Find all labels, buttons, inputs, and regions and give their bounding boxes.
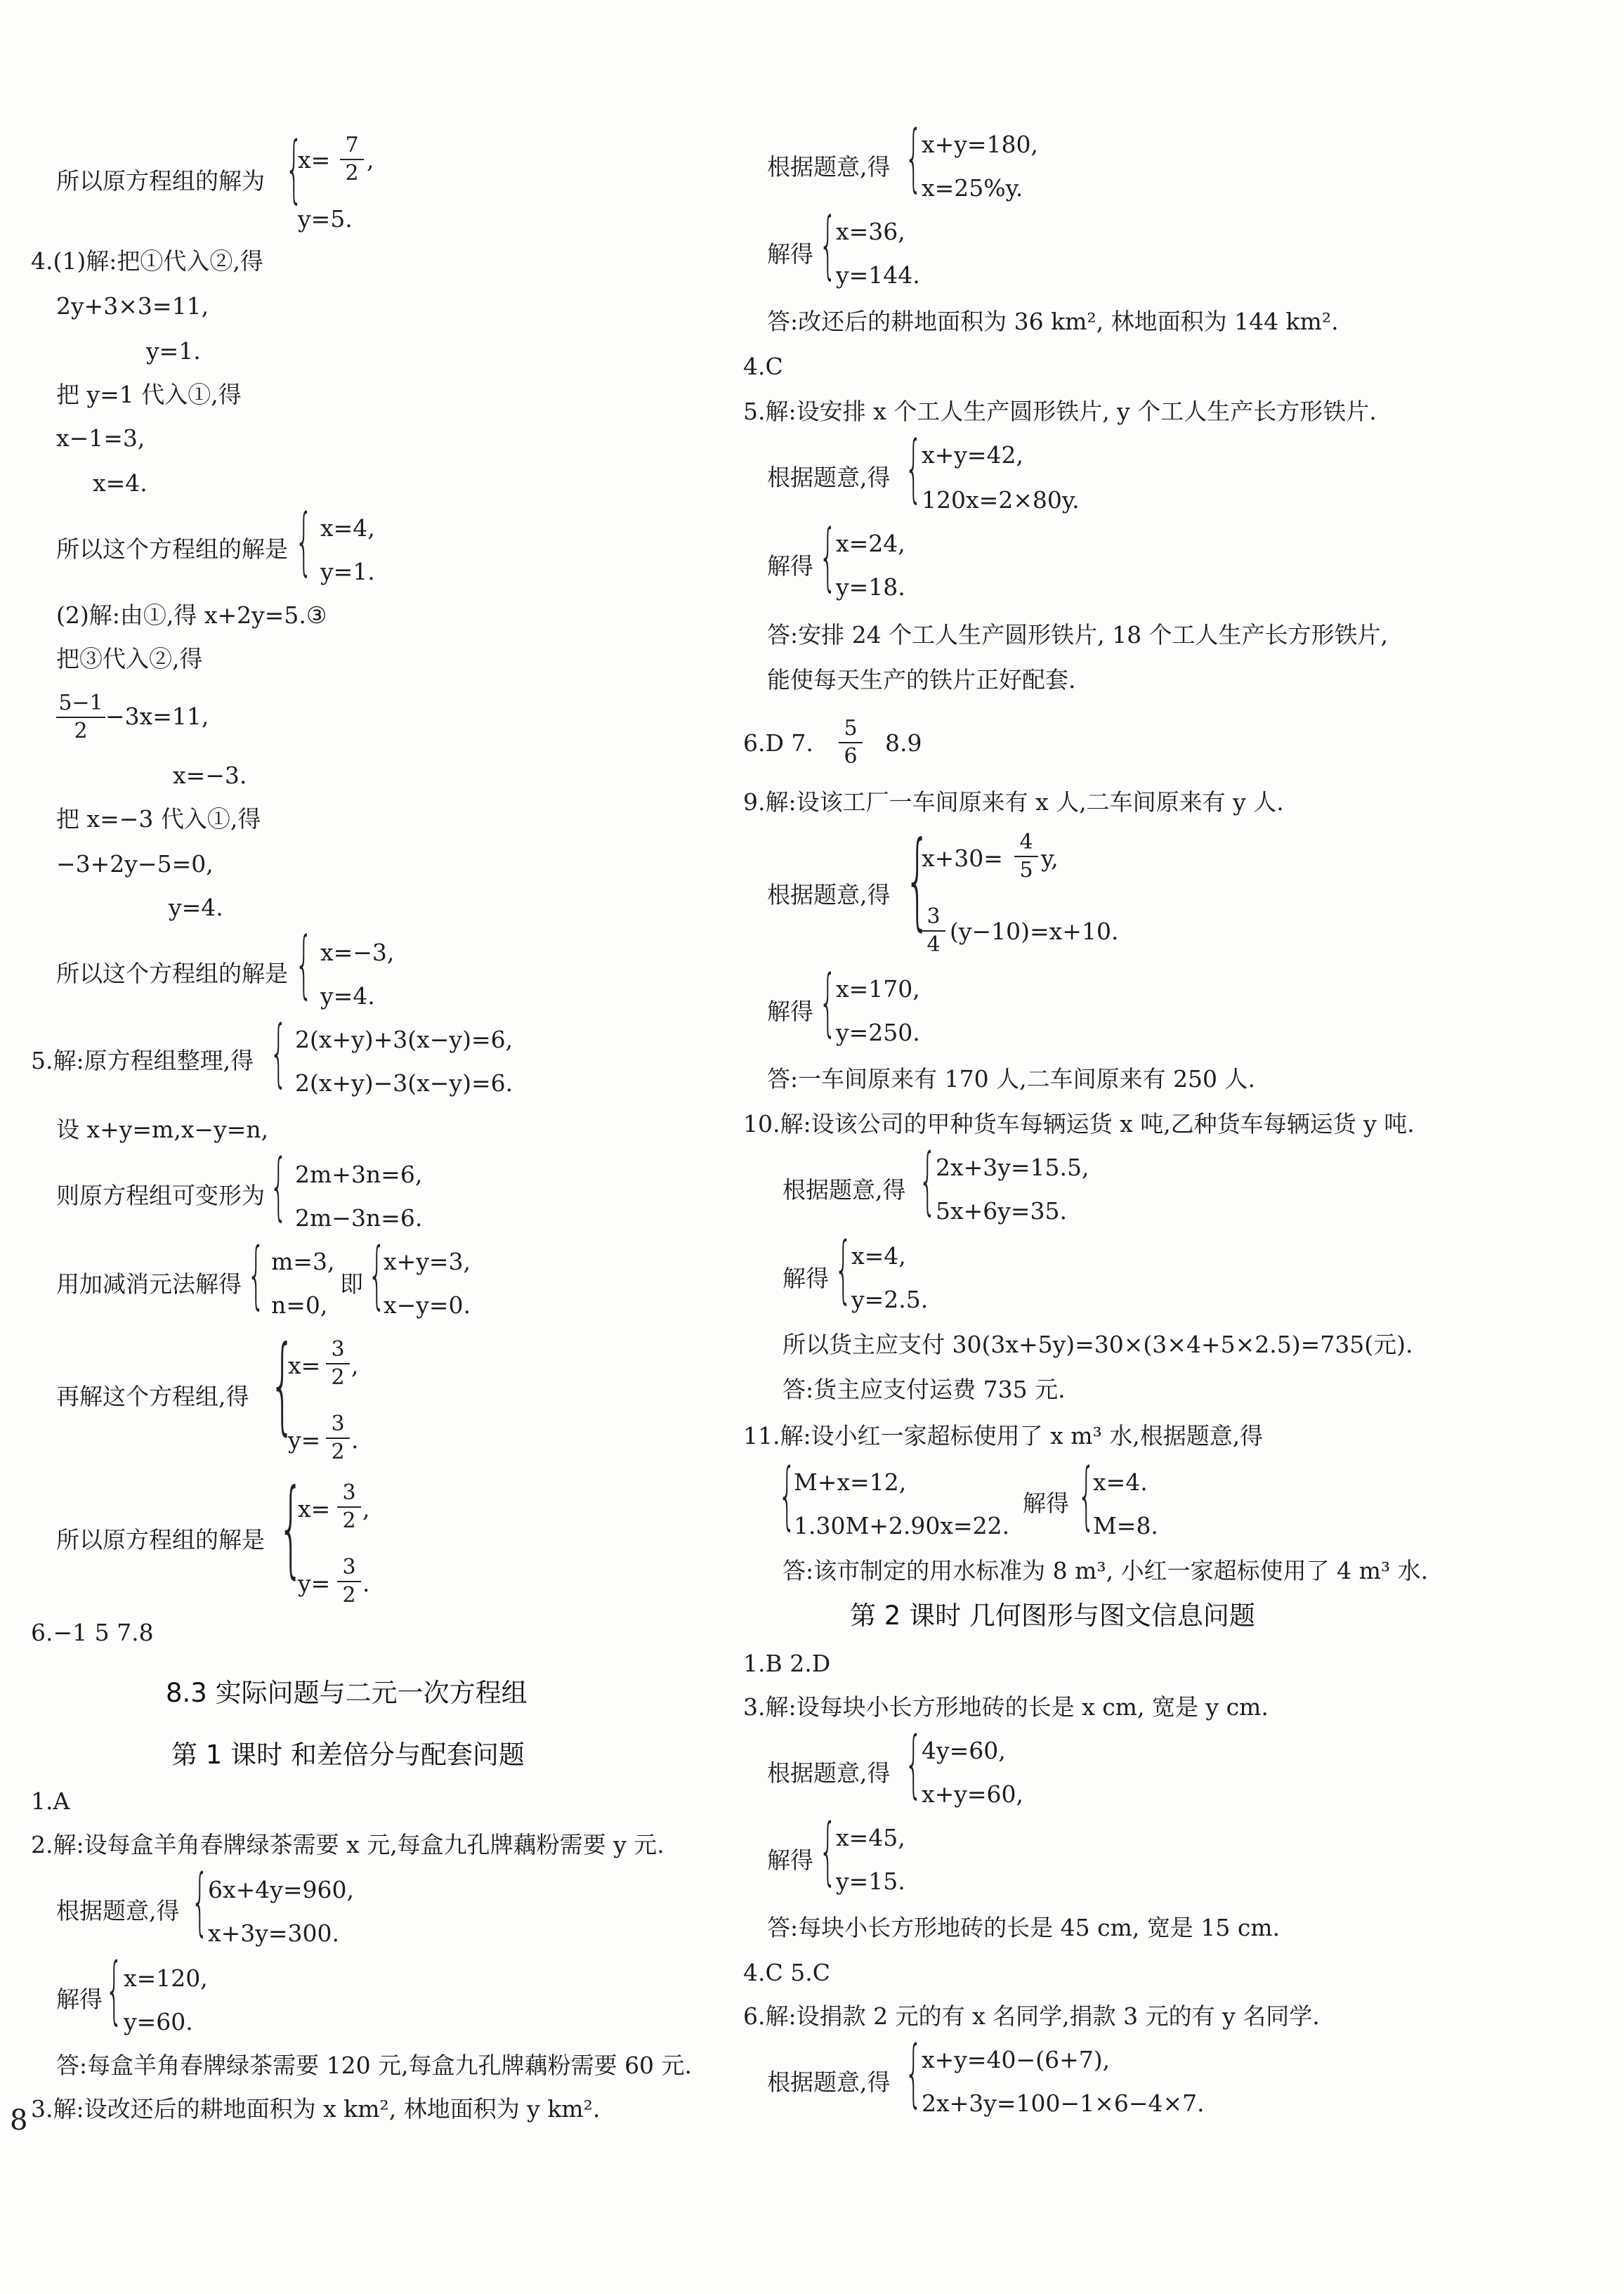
period: . bbox=[351, 1426, 359, 1454]
equation: x−1=3, bbox=[56, 424, 145, 452]
period: . bbox=[362, 1570, 370, 1597]
fraction: 5−1 2 bbox=[56, 691, 105, 743]
text-line: 根据题意,得 bbox=[56, 1897, 180, 1924]
equation: 2(x+y)+3(x−y)=6, bbox=[295, 1026, 513, 1053]
text-line: 解得 bbox=[767, 1846, 813, 1874]
comma: , bbox=[351, 1352, 359, 1379]
text-line: 所以这个方程组的解是 bbox=[56, 535, 288, 563]
text-line: 根据题意,得 bbox=[767, 1759, 891, 1787]
answer-line: 答:货主应支付运费 735 元. bbox=[782, 1376, 1066, 1403]
answer-line: 答:改还后的耕地面积为 36 km², 林地面积为 144 km². bbox=[767, 308, 1339, 335]
equation: 120x=2×80y. bbox=[922, 486, 1080, 514]
brace: { bbox=[295, 921, 313, 1007]
brace: { bbox=[905, 115, 923, 200]
text-line: 根据题意,得 bbox=[782, 1176, 906, 1204]
equation: x+y=40−(6+7), bbox=[922, 2046, 1111, 2073]
equation: x+y=42, bbox=[922, 441, 1024, 469]
answer-1: 1.A bbox=[31, 1787, 70, 1815]
equation: y=144. bbox=[836, 261, 920, 289]
problem-5: 5.解:设安排 x 个工人生产圆形铁片, y 个工人生产长方形铁片. bbox=[743, 398, 1377, 425]
text-line: 再解这个方程组,得 bbox=[56, 1383, 249, 1410]
equation: 4y=60, bbox=[922, 1737, 1006, 1764]
equation: 1.30M+2.90x=22. bbox=[794, 1512, 1010, 1539]
equation: x= bbox=[298, 146, 331, 174]
brace: { bbox=[905, 1721, 923, 1806]
equation: 5x+6y=35. bbox=[936, 1197, 1068, 1225]
comma: , bbox=[367, 146, 374, 174]
text-line: 根据题意,得 bbox=[767, 2068, 891, 2096]
brace: { bbox=[905, 2030, 923, 2116]
brace: { bbox=[368, 1232, 386, 1317]
equation: 2x+3y=100−1×6−4×7. bbox=[922, 2090, 1205, 2117]
brace: { bbox=[1078, 1452, 1096, 1538]
equation: x−y=0. bbox=[384, 1291, 471, 1319]
lesson-heading: 第 2 课时 几何图形与图文信息问题 bbox=[850, 1601, 1255, 1631]
fraction: 3 2 bbox=[326, 1338, 350, 1390]
equation: y=2.5. bbox=[851, 1286, 929, 1313]
answers-6-7: 6.−1 5 7.8 bbox=[31, 1619, 154, 1646]
equation: y=1. bbox=[320, 558, 375, 585]
text-line: 所以原方程组的解是 bbox=[56, 1526, 265, 1553]
equation: x=25%y. bbox=[922, 174, 1023, 202]
problem-11: 11.解:设小红一家超标使用了 x m³ 水,根据题意,得 bbox=[743, 1422, 1264, 1449]
equation: n=0, bbox=[271, 1291, 328, 1319]
equation: 6x+4y=960, bbox=[208, 1876, 355, 1903]
equation: 2m+3n=6, bbox=[295, 1161, 423, 1188]
brace: { bbox=[295, 498, 313, 584]
equation: x=−3, bbox=[320, 939, 395, 966]
text-line: 所以货主应支付 30(3x+5y)=30×(3×4+5×2.5)=735(元). bbox=[782, 1331, 1413, 1358]
equation: y=4. bbox=[320, 982, 375, 1010]
text-line: 把 y=1 代入①,得 bbox=[56, 381, 242, 408]
equation: 2x+3y=15.5, bbox=[936, 1154, 1089, 1181]
lesson-heading: 第 1 课时 和差倍分与配套问题 bbox=[171, 1740, 525, 1770]
brace: { bbox=[270, 1143, 288, 1229]
fraction: 3 2 bbox=[337, 1556, 361, 1608]
brace: { bbox=[905, 819, 931, 941]
equation: 2(x+y)−3(x−y)=6. bbox=[295, 1069, 513, 1097]
brace: { bbox=[834, 1226, 853, 1312]
equation: x+30= bbox=[922, 845, 1003, 872]
answer-line: 答:每块小长方形地砖的长是 45 cm, 宽是 15 cm. bbox=[767, 1914, 1281, 1941]
text-line: 根据题意,得 bbox=[767, 153, 891, 181]
brace: { bbox=[270, 1010, 288, 1095]
equation: (y−10)=x+10. bbox=[950, 918, 1119, 945]
equation: y=15. bbox=[836, 1868, 905, 1895]
equation: y=60. bbox=[124, 2008, 193, 2035]
brace: { bbox=[919, 1138, 937, 1223]
fraction: 7 2 bbox=[340, 133, 364, 185]
equation: y=18. bbox=[836, 573, 905, 601]
brace: { bbox=[191, 1858, 209, 1944]
answers-1-2: 1.B 2.D bbox=[743, 1650, 831, 1677]
text-line: 解得 bbox=[767, 240, 813, 268]
equation: x=4. bbox=[93, 469, 148, 497]
equation: 2m−3n=6. bbox=[295, 1204, 423, 1232]
equation: −3+2y−5=0, bbox=[56, 850, 214, 878]
fraction: 3 2 bbox=[337, 1481, 361, 1533]
right-column bbox=[738, 0, 1624, 2294]
equation: y=250. bbox=[836, 1019, 920, 1046]
brace: { bbox=[819, 1808, 837, 1894]
equation: −3x=11, bbox=[105, 703, 209, 730]
brace: { bbox=[247, 1232, 266, 1317]
brace: { bbox=[285, 126, 303, 211]
text-line: 所以原方程组的解为 bbox=[56, 167, 265, 195]
text-line: 解得 bbox=[56, 1986, 103, 2013]
equation: y=1. bbox=[146, 337, 201, 365]
problem-5: 5.解:原方程组整理,得 bbox=[31, 1047, 254, 1074]
section-heading: 8.3 实际问题与二元一次方程组 bbox=[166, 1678, 528, 1708]
problem-3: 3.解:设改还后的耕地面积为 x km², 林地面积为 y km². bbox=[31, 2095, 601, 2123]
brace: { bbox=[905, 425, 923, 511]
equation: x=4. bbox=[1093, 1468, 1148, 1496]
answer-8: 8.9 bbox=[885, 729, 922, 757]
text-line: 把③代入②,得 bbox=[56, 645, 203, 672]
equation: 2y+3×3=11, bbox=[56, 292, 209, 320]
equation: x=4, bbox=[320, 514, 375, 542]
answer-line: 答:该市制定的用水标准为 8 m³, 小红一家超标使用了 4 m³ 水. bbox=[782, 1557, 1429, 1584]
text-line: 用加减消元法解得 bbox=[56, 1270, 242, 1298]
equation: x= bbox=[288, 1352, 321, 1379]
page-number: 8 bbox=[10, 2104, 28, 2137]
brace: { bbox=[778, 1452, 797, 1538]
text-line: 解得 bbox=[767, 998, 813, 1025]
equation: M+x=12, bbox=[794, 1468, 907, 1496]
text-line: 解得 bbox=[767, 552, 813, 580]
text-line: 根据题意,得 bbox=[767, 881, 891, 908]
fraction: 3 2 bbox=[326, 1412, 350, 1464]
problem-4: 4.(1)解:把①代入②,得 bbox=[31, 247, 263, 275]
equation: y=5. bbox=[298, 205, 353, 233]
comma: , bbox=[362, 1495, 370, 1523]
equation: x=120, bbox=[124, 1964, 208, 1992]
equation: x=4, bbox=[851, 1242, 906, 1270]
answer-line: 答:一车间原来有 170 人,二车间原来有 250 人. bbox=[767, 1065, 1256, 1093]
equation: x+y=180, bbox=[922, 131, 1039, 158]
brace: { bbox=[270, 1324, 296, 1446]
text-line: 解得 bbox=[782, 1265, 829, 1292]
answer-4: 4.C bbox=[743, 353, 783, 380]
text-line: 根据题意,得 bbox=[767, 464, 891, 491]
problem-3: 3.解:设每块小长方形地砖的长是 x cm, 宽是 y cm. bbox=[743, 1693, 1269, 1721]
text-line: 设 x+y=m,x−y=n, bbox=[56, 1116, 269, 1143]
answers-4-5: 4.C 5.C bbox=[743, 1959, 830, 1986]
brace: { bbox=[278, 1467, 304, 1589]
text-line: 把 x=−3 代入①,得 bbox=[56, 805, 261, 833]
equation: y=4. bbox=[169, 894, 223, 921]
text-line: 则原方程组可变形为 bbox=[56, 1182, 265, 1209]
brace: { bbox=[819, 959, 837, 1045]
equation: y= bbox=[288, 1426, 321, 1454]
problem-2: 2.解:设每盒羊角春牌绿茶需要 x 元,每盒九孔牌藕粉需要 y 元. bbox=[31, 1831, 664, 1858]
equation: x+y=60, bbox=[922, 1780, 1024, 1808]
equation: y, bbox=[1041, 845, 1059, 872]
fraction: 4 5 bbox=[1014, 830, 1038, 882]
left-column bbox=[0, 0, 745, 2294]
answer-line: 能使每天生产的铁片正好配套. bbox=[767, 666, 1076, 693]
brace: { bbox=[105, 1947, 124, 2033]
problem-9: 9.解:设该工厂一车间原来有 x 人,二车间原来有 y 人. bbox=[743, 788, 1284, 816]
equation: x=24, bbox=[836, 530, 905, 557]
text-line: 所以这个方程组的解是 bbox=[56, 960, 288, 987]
equation: x=−3. bbox=[173, 762, 247, 789]
brace: { bbox=[819, 202, 837, 287]
answers-6-8: 6.D 7. bbox=[743, 729, 813, 757]
text-word: 即 bbox=[340, 1270, 363, 1298]
equation: x=170, bbox=[836, 975, 920, 1003]
text-word: 解得 bbox=[1023, 1490, 1069, 1517]
text-line: (2)解:由①,得 x+2y=5.③ bbox=[56, 601, 327, 629]
answer-line: 答:每盒羊角春牌绿茶需要 120 元,每盒九孔牌藕粉需要 60 元. bbox=[56, 2052, 693, 2079]
equation: x=45, bbox=[836, 1824, 905, 1851]
problem-6: 6.解:设捐款 2 元的有 x 名同学,捐款 3 元的有 y 名同学. bbox=[743, 2002, 1320, 2030]
equation: x=36, bbox=[836, 218, 905, 245]
brace: { bbox=[819, 514, 837, 599]
fraction: 3 4 bbox=[922, 905, 945, 957]
equation: M=8. bbox=[1093, 1512, 1158, 1539]
equation: x+3y=300. bbox=[208, 1920, 340, 1947]
equation: x= bbox=[298, 1495, 331, 1523]
equation: x+y=3, bbox=[384, 1248, 471, 1275]
equation: y= bbox=[298, 1570, 331, 1597]
equation: m=3, bbox=[271, 1248, 335, 1275]
fraction: 5 6 bbox=[839, 717, 863, 769]
answer-line: 答:安排 24 个工人生产圆形铁片, 18 个工人生产长方形铁片, bbox=[767, 621, 1389, 649]
problem-10: 10.解:设该公司的甲种货车每辆运货 x 吨,乙种货车每辆运货 y 吨. bbox=[743, 1110, 1415, 1138]
